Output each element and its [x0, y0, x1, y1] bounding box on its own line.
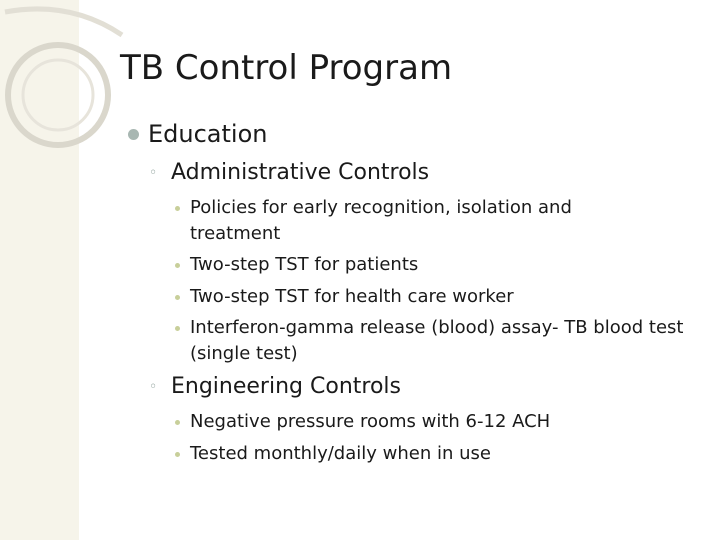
item-bullet-icon — [175, 420, 180, 425]
item-bullet-icon — [175, 452, 180, 457]
item-bullet-icon — [175, 206, 180, 211]
item-two-step-health-care-worker: Two-step TST for health care worker — [190, 286, 514, 307]
item-two-step-patients: Two-step TST for patients — [190, 254, 419, 275]
bullet-dot-icon — [128, 129, 139, 140]
decorative-rings-icon — [0, 0, 140, 200]
subbullet-engineering-controls: Engineering Controls — [171, 374, 401, 399]
subbullet-ring-icon: ◦ — [149, 379, 158, 395]
ring-inner — [23, 60, 93, 130]
item-bullet-icon — [175, 326, 180, 331]
item-policies: Policies for early recognition, isolation and treatment — [190, 197, 572, 244]
item-tested-monthly: Tested monthly/daily when in use — [190, 443, 491, 464]
subbullet-administrative-controls: Administrative Controls — [171, 160, 430, 185]
slide-title: TB Control Program — [120, 48, 453, 88]
item-interferon-gamma: Interferon-gamma release (blood) assay- TB blood test (single test) — [190, 317, 684, 364]
subbullet-ring-icon: ◦ — [149, 165, 158, 181]
item-negative-pressure: Negative pressure rooms with 6-12 ACH — [190, 411, 551, 432]
bullet-education: Education — [148, 120, 268, 148]
item-bullet-icon — [175, 263, 180, 268]
ring-arc — [5, 9, 122, 35]
item-bullet-icon — [175, 295, 180, 300]
